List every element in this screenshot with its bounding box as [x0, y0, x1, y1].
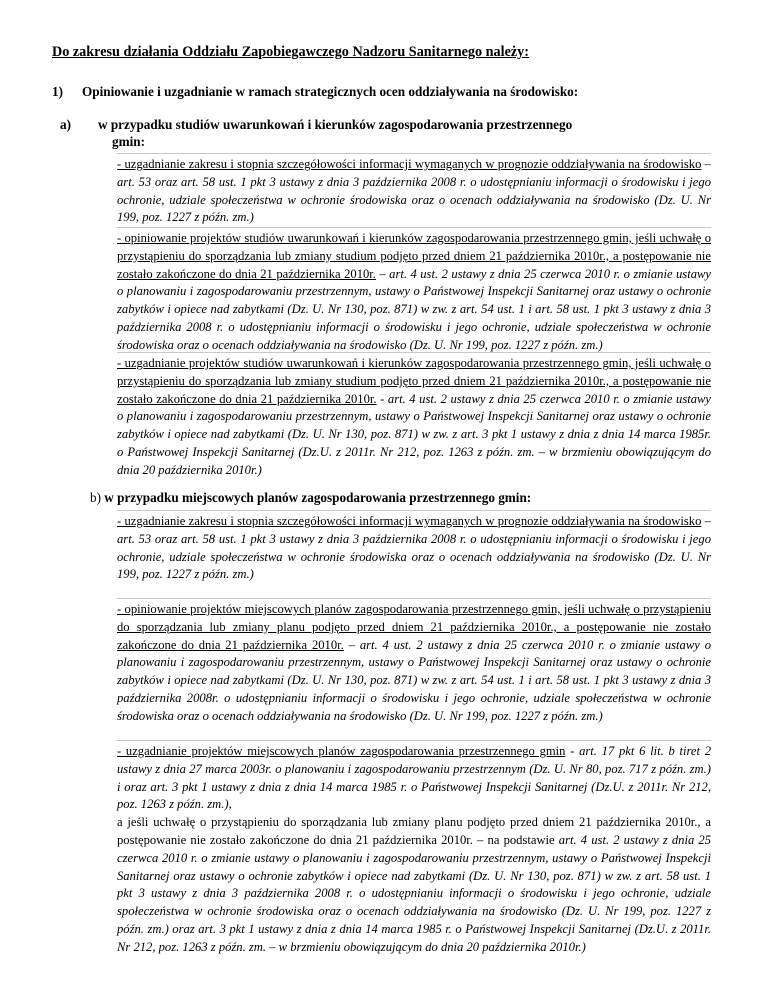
paragraph-legal-basis: - art. 4 ust. 2 ustawy z dnia 25 czerwca 2010 r. o zmianie ustawy o planowaniu i zagospodarowaniu przestrzennym, ustawy o Państwowej Inspekcji Sanitarnej oraz ustawy o ochronie zabytków i opiece nad zabytkami (Dz. U. Nr 130, poz. 871) w zw. z art. 3 pkt 1 ustawy z dnia z dnia 14 marca 1985r. o Państwowej Inspekcji Sanitarnej (Dz.U. z 2011r. Nr 212, poz. 1263 z późn. zm. – w brzmieniu obowiązującym do dnia 20 października 2010r.) — [117, 391, 712, 477]
subsection-a-heading-line1: w przypadku studiów uwarunkowań i kierunków zagospodarowania przestrzennego — [98, 117, 573, 132]
subsection-a-paragraph-2 — [117, 230, 711, 355]
subsection-b-label: b) — [90, 490, 101, 505]
section-1-text: Opiniowanie i uzgadnianie w ramach strategicznych ocen oddziaływania na środowisko: — [82, 84, 579, 99]
subsection-a-label: a) — [60, 117, 71, 132]
divider — [117, 740, 711, 741]
subsection-b-paragraph-1 — [117, 513, 711, 584]
divider — [117, 510, 711, 511]
divider — [117, 352, 711, 353]
paragraph-condition: a jeśli uchwałę o przystąpieniu do sporządzania lub zmiany planu podjęto przed dniem 21 października 2010r., a postępowanie nie zostało zakończone do dnia 21 października 2010r. – na podstawie — [117, 815, 711, 847]
paragraph-legal-basis: – art. 4 ust. 2 ustawy z dnia 25 czerwca 2010 r. o zmianie ustawy o planowaniu i zagospodarowaniu przestrzennym, ustawy o Państwowej Inspekcji Sanitarnej oraz ustawy o ochronie zabytków i opiece nad zabytkami (Dz. U. Nr 130, poz. 871) w zw. z art. 54 ust. 1 i art. 58 ust. 1 pkt 3 ustawy z dnia 3 października 2008r. o udostępnianiu informacji o środowisku i jego ochronie, udziale społeczeństwa w ochronie środowiska oraz o ocenach oddziaływania na środowisko (Dz. U. Nr 199, poz. 1227 z późn. zm.) — [117, 637, 711, 723]
subsection-a-paragraph-1 — [117, 156, 711, 227]
divider — [117, 153, 711, 154]
divider — [117, 598, 711, 599]
paragraph-lead: - opiniowanie projektów miejscowych planów zagospodarowania przestrzennego gmin, jeśli uchwałę o przystąpieniu do sporządzania lub zmiany planu podjęto przed dniem 21 października 2010r., a postępowanie nie zostało zakończone do dnia 21 października 2010r. — [117, 602, 711, 652]
document-title: Do zakresu działania Oddziału Zapobiegawczego Nadzoru Sanitarnego należy: — [52, 44, 529, 60]
subsection-a-heading-line2: gmin: — [112, 134, 145, 149]
paragraph-lead: - uzgadnianie zakresu i stopnia szczegółowości informacji wymaganych w prognozie oddziaływania na środowisko — [117, 157, 702, 171]
subsection-b-paragraph-3 — [117, 743, 711, 957]
paragraph-legal-basis: – art. 4 ust. 2 ustawy z dnia 25 czerwca 2010 r. o zmianie ustawy o planowaniu i zagospodarowaniu przestrzennym, ustawy o Państwowej Inspekcji Sanitarnej oraz ustawy o ochronie zabytków i opiece nad zabytkami (Dz. U. Nr 130, poz. 871) w zw. z art. 54 ust. 1 i art. 58 ust. 1 pkt 3 ustawy z dnia 3 października 2008 r. o udostępnianiu informacji o środowisku i jego ochronie, udziale społeczeństwa w ochronie środowiska oraz o ocenach oddziaływania na środowisko (Dz. U. Nr 199, poz. 1227 z późn. zm.) — [117, 266, 711, 352]
paragraph-legal-basis: – art. 53 oraz art. 58 ust. 1 pkt 3 ustawy z dnia 3 października 2008 r. o udostępnianiu informacji o środowisku i jego ochronie, udziale społeczeństwa w ochronie środowiska oraz o ocenach oddziaływania na środowisko (Dz. U. Nr 199, poz. 1227 z późn. zm.) — [117, 514, 711, 582]
paragraph-legal-basis-2: art. 4 ust. 2 ustawy z dnia 25 czerwca 2010 r. o zmianie ustawy o planowaniu i zagospodarowaniu przestrzennym, ustawy o Państwowej Inspekcji Sanitarnej oraz ustawy o ochronie zabytków i opiece nad zabytkami (Dz. U. Nr 130, poz. 871) w zw. z art. 58 ust. 1 pkt 3 ustawy z dnia 3 października 2008 r. o udostępnianiu informacji o środowisku i jego ochronie, udziale społeczeństwa w ochronie środowiska oraz o ocenach oddziaływania na środowisko (Dz. U. Nr 199, poz. 1227 z późn. zm.) oraz art. 3 pkt 1 ustawy z dnia z dnia 14 marca 1985 r. o Państwowej Inspekcji Sanitarnej (Dz.U. z 2011r. Nr 212, poz. 1263 z późn. zm. – w brzmieniu obowiązującym do dnia 20 października 2010r.) — [117, 832, 711, 954]
section-1-number: 1) — [52, 84, 63, 99]
paragraph-legal-basis: – art. 53 oraz art. 58 ust. 1 pkt 3 ustawy z dnia 3 października 2008 r. o udostępnianiu informacji o środowisku i jego ochronie, udziale społeczeństwa w ochronie środowiska oraz o ocenach oddziaływania na środowisko (Dz. U. Nr 199, poz. 1227 z późn. zm.) — [117, 157, 711, 225]
paragraph-lead: - uzgadnianie projektów miejscowych planów zagospodarowania przestrzennego gmin — [117, 744, 566, 758]
paragraph-lead: - uzgadnianie zakresu i stopnia szczegółowości informacji wymaganych w prognozie oddziaływania na środowisko — [117, 514, 702, 528]
section-1-heading — [52, 84, 578, 100]
divider — [117, 227, 711, 228]
paragraph-lead: - opiniowanie projektów studiów uwarunkowań i kierunków zagospodarowania przestrzennego gmin, jeśli uchwałę o przystąpieniu do sporządzania lub zmiany studium podjęto przed dniem 21 października 2010r., a postępowanie nie zostało zakończone do dnia 21 października 2010r. — [117, 231, 711, 281]
subsection-b-text: w przypadku miejscowych planów zagospodarowania przestrzennego gmin: — [104, 490, 532, 505]
subsection-a-paragraph-3 — [117, 355, 711, 480]
paragraph-legal-basis: - art. 17 pkt 6 lit. b tiret 2 ustawy z dnia 27 marca 2003r. o planowaniu i zagospodarowaniu przestrzennym (Dz. U. Nr 80, poz. 717 z późn. zm.) i oraz art. 3 pkt 1 ustawy z dnia z dnia 14 marca 1985 r. o Państwowej Inspekcji Sanitarnej (Dz.U. z 2011r. Nr 212, poz. 1263 z późn. zm.), — [117, 744, 711, 812]
subsection-b-paragraph-2 — [117, 601, 711, 726]
paragraph-lead: - uzgadnianie projektów studiów uwarunkowań i kierunków zagospodarowania przestrzennego gmin, jeśli uchwałę o przystąpieniu do sporządzania lub zmiany studium podjęto przed dniem 21 października 2010r., a postępowanie nie zostało zakończone do dnia 21 października 2010r. — [117, 356, 711, 406]
subsection-b-heading — [90, 490, 531, 506]
